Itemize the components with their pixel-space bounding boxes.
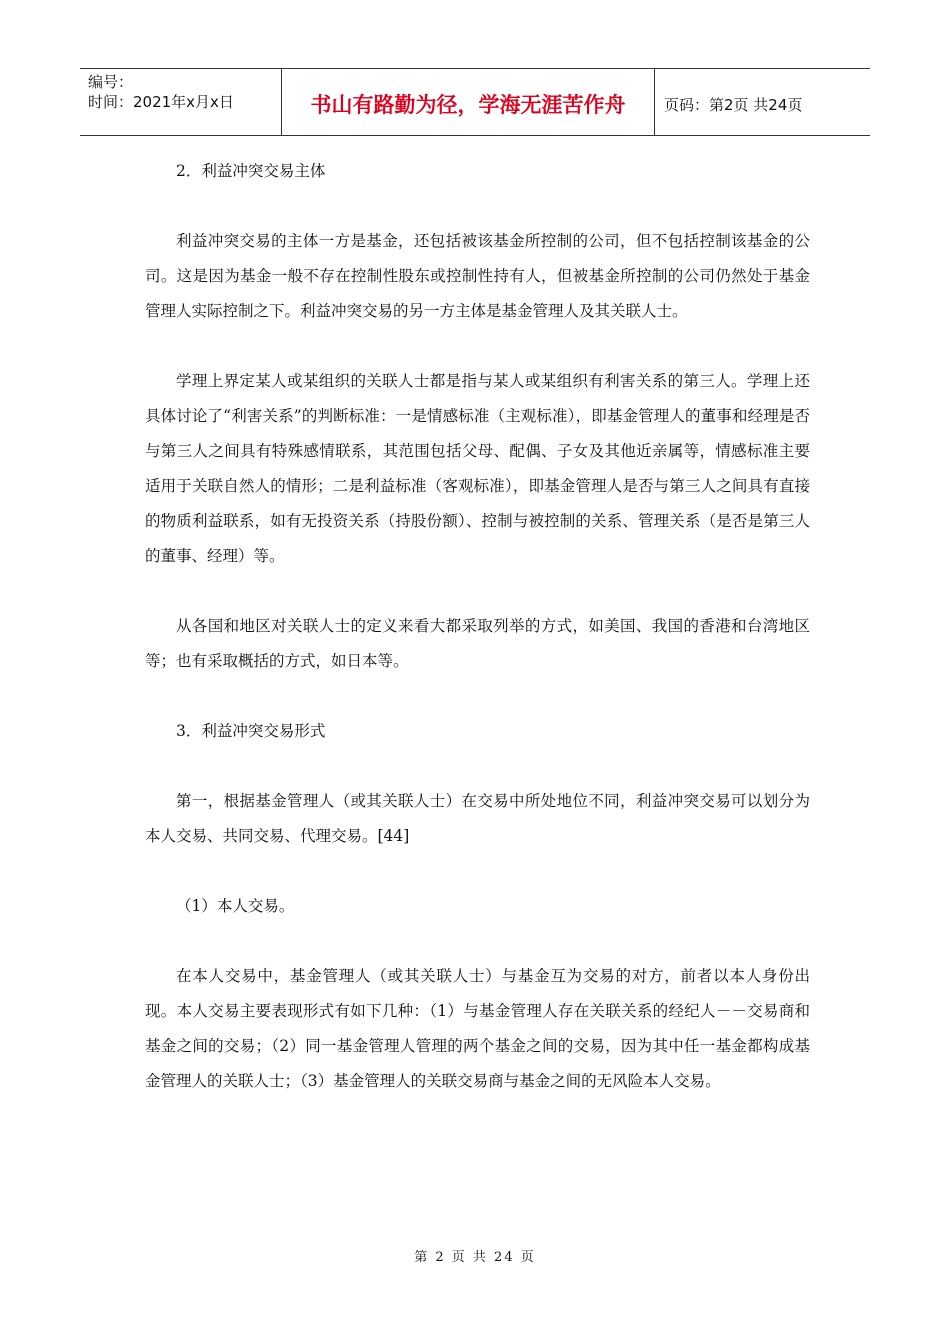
section-heading-2: 2．利益冲突交易主体 — [176, 162, 326, 180]
section-heading-3: 3．利益冲突交易形式 — [176, 722, 326, 740]
header-page-info: 页码：第2页 共24页 — [664, 95, 803, 114]
paragraph-4: 第一，根据基金管理人（或其关联人士）在交易中所处地位不同，利益冲突交易可以划分为本人交易、共同交易、代理交易。[44] — [145, 792, 810, 845]
document-number-label: 编号： — [88, 73, 134, 91]
header-meta — [80, 69, 282, 135]
page-header — [80, 68, 870, 136]
paragraph-5: 在本人交易中，基金管理人（或其关联人士）与基金互为交易的对方，前者以本人身份出现。本人交易主要表现形式有如下几种：（1）与基金管理人存在关联关系的经纪人－－交易商和基金之间的交易；（2）同一基金管理人管理的两个基金之间的交易，因为其中任一基金都构成基金管理人的关联人士；（3）基金管理人的关联交易商与基金之间的无风险本人交易。 — [145, 967, 810, 1090]
paragraph-2: 学理上界定某人或某组织的关联人士都是指与某人或某组织有利害关系的第三人。学理上还具体讨论了“利害关系”的判断标准：一是情感标准（主观标准），即基金管理人的董事和经理是否与第三人之间具有特殊感情联系，其范围包括父母、配偶、子女及其他近亲属等，情感标准主要适用于关联自然人的情形；二是利益标准（客观标准），即基金管理人是否与第三人之间具有直接的物质利益联系，如有无投资关系（持股份额）、控制与被控制的关系、管理关系（是否是第三人的董事、经理）等。 — [145, 372, 810, 565]
document-body — [145, 154, 810, 1099]
document-date-label: 时间：2021年x月x日 — [88, 93, 234, 111]
page-footer: 第 2 页 共 24 页 — [414, 1250, 536, 1265]
paragraph-3: 从各国和地区对关联人士的定义来看大都采取列举的方式，如美国、我国的香港和台湾地区等；也有采取概括的方式，如日本等。 — [145, 617, 810, 670]
header-motto: 书山有路勤为径，学海无涯苦作舟 — [282, 69, 655, 135]
paragraph-1: 利益冲突交易的主体一方是基金，还包括被该基金所控制的公司，但不包括控制该基金的公司。这是因为基金一般不存在控制性股东或控制性持有人，但被基金所控制的公司仍然处于基金管理人实际控制之下。利益冲突交易的另一方主体是基金管理人及其关联人士。 — [145, 232, 810, 320]
subsection-heading-1: （1）本人交易。 — [176, 897, 295, 915]
